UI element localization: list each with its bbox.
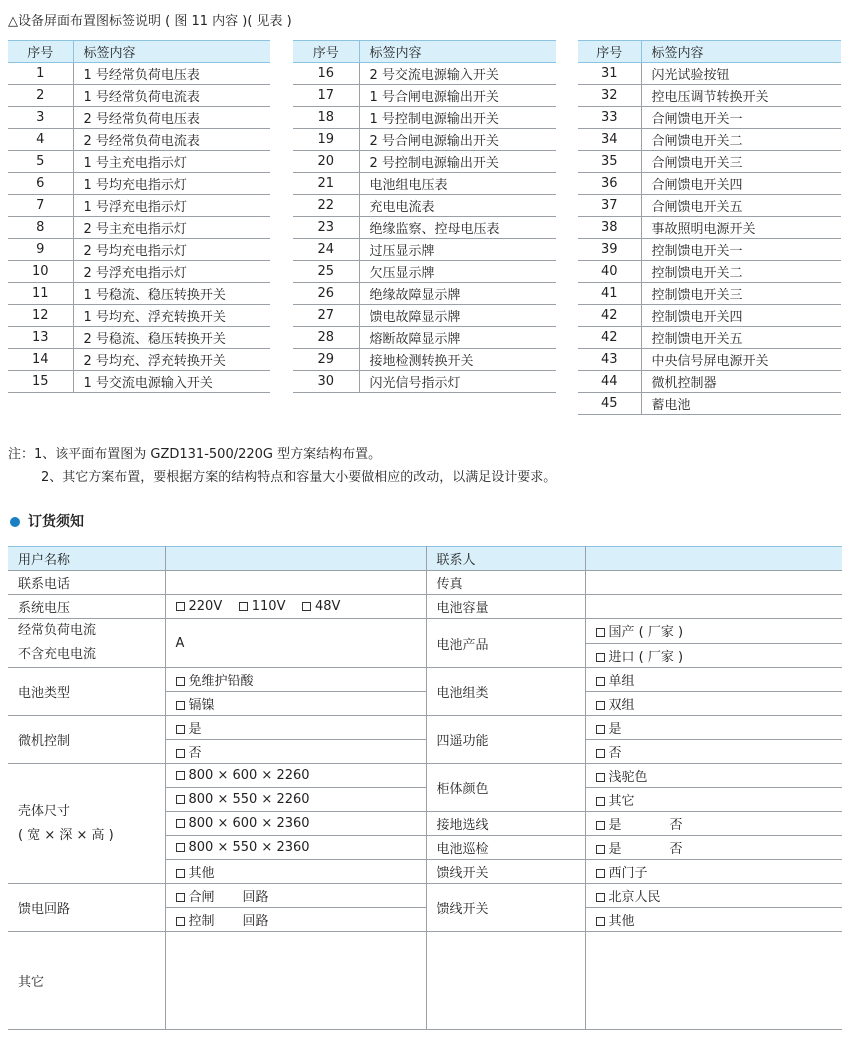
row-label-text: 熔断故障显示牌 bbox=[359, 327, 556, 349]
label-battery-capacity: 电池容量 bbox=[426, 595, 585, 619]
row-label-text: 合闸馈电开关四 bbox=[641, 173, 841, 195]
order-heading bbox=[10, 511, 84, 531]
row-number: 41 bbox=[578, 283, 641, 305]
row-label-text: 控制馈电开关四 bbox=[641, 305, 841, 327]
row-label-text: 控制馈电开关三 bbox=[641, 283, 841, 305]
checkbox-icon bbox=[176, 893, 185, 902]
checkbox-icon bbox=[176, 843, 185, 852]
row-label-text: 合闸馈电开关二 bbox=[641, 129, 841, 151]
row-label-text: 2 号均充、浮充转换开关 bbox=[73, 349, 270, 371]
voltage-110-label: 110V bbox=[251, 599, 286, 614]
battery-patrol-no-label: 否 bbox=[669, 842, 683, 857]
label-table-3 bbox=[578, 40, 841, 415]
row-number: 28 bbox=[293, 327, 359, 349]
row-number: 5 bbox=[8, 151, 73, 173]
row-label-text: 电池组电压表 bbox=[359, 173, 556, 195]
feeder-switch-siemens-label: 西门子 bbox=[608, 866, 648, 881]
table-row bbox=[578, 283, 841, 305]
order-row-feeder-1 bbox=[8, 884, 842, 908]
table-row bbox=[8, 63, 270, 85]
row-label-text: 绝缘监察、控母电压表 bbox=[359, 217, 556, 239]
table-row bbox=[578, 151, 841, 173]
row-number: 9 bbox=[8, 239, 73, 261]
ground-select-yes-label: 是 bbox=[608, 818, 622, 833]
row-label-text: 2 号控制电源输出开关 bbox=[359, 151, 556, 173]
battery-patrol-options[interactable] bbox=[585, 836, 842, 860]
other-field-2[interactable] bbox=[426, 932, 585, 1030]
row-label-text: 绝缘故障显示牌 bbox=[359, 283, 556, 305]
checkbox-icon bbox=[596, 821, 605, 830]
four-remote-no-checkbox[interactable] bbox=[585, 740, 842, 764]
phone-field[interactable] bbox=[165, 571, 426, 595]
row-label-text: 闪光试验按钮 bbox=[641, 63, 841, 85]
row-number: 42 bbox=[578, 305, 641, 327]
order-heading-text: 订货须知 bbox=[28, 514, 84, 530]
battery-group-single-checkbox[interactable] bbox=[585, 668, 842, 692]
header-text: 标签内容 bbox=[641, 41, 841, 63]
table-row bbox=[578, 239, 841, 261]
row-label-text: 合闸馈电开关五 bbox=[641, 195, 841, 217]
table-row bbox=[578, 261, 841, 283]
voltage-options bbox=[165, 595, 426, 619]
label-table-2 bbox=[293, 40, 556, 393]
order-row-size-1 bbox=[8, 764, 842, 788]
row-number: 16 bbox=[293, 63, 359, 85]
row-label-text: 1 号交流电源输入开关 bbox=[73, 371, 270, 393]
row-number: 20 bbox=[293, 151, 359, 173]
checkbox-icon bbox=[239, 602, 248, 611]
row-label-text: 中央信号屏电源开关 bbox=[641, 349, 841, 371]
row-number: 13 bbox=[8, 327, 73, 349]
feeder-switch-siemens-checkbox[interactable] bbox=[585, 860, 842, 884]
row-number: 11 bbox=[8, 283, 73, 305]
row-number: 43 bbox=[578, 349, 641, 371]
battery-product-import-label: 进口 ( 厂家 ) bbox=[608, 649, 684, 665]
checkbox-icon bbox=[176, 917, 185, 926]
row-number: 34 bbox=[578, 129, 641, 151]
label-micro-control: 微机控制 bbox=[8, 716, 165, 764]
checkbox-icon bbox=[596, 893, 605, 902]
size-option-4-label: 800 × 550 × 2360 bbox=[188, 840, 310, 855]
row-number: 14 bbox=[8, 349, 73, 371]
checkbox-icon bbox=[596, 677, 605, 686]
table-row bbox=[578, 85, 841, 107]
row-label-text: 1 号控制电源输出开关 bbox=[359, 107, 556, 129]
row-label-text: 2 号交流电源输入开关 bbox=[359, 63, 556, 85]
label-table-body bbox=[8, 63, 270, 393]
order-row-voltage bbox=[8, 595, 842, 619]
row-number: 30 bbox=[293, 371, 359, 393]
row-number: 7 bbox=[8, 195, 73, 217]
checkbox-icon bbox=[176, 602, 185, 611]
row-number: 44 bbox=[578, 371, 641, 393]
table-row bbox=[8, 195, 270, 217]
label-load-current-1: 经常负荷电流 bbox=[18, 623, 97, 638]
row-label-text: 2 号合闸电源输出开关 bbox=[359, 129, 556, 151]
label-load-current-2: 不含充电电流 bbox=[18, 647, 97, 662]
row-label-text: 1 号经常负荷电压表 bbox=[73, 63, 270, 85]
checkbox-icon bbox=[596, 628, 605, 637]
voltage-48-checkbox[interactable] bbox=[302, 599, 340, 614]
table-row bbox=[8, 107, 270, 129]
color-option-2-label: 其它 bbox=[608, 794, 635, 809]
row-number: 35 bbox=[578, 151, 641, 173]
label-user-name: 用户名称 bbox=[8, 547, 165, 571]
row-number: 8 bbox=[8, 217, 73, 239]
table-row bbox=[578, 173, 841, 195]
checkbox-icon bbox=[596, 749, 605, 758]
row-number: 22 bbox=[293, 195, 359, 217]
checkbox-icon bbox=[176, 819, 185, 828]
bullet-dot-icon bbox=[10, 517, 20, 527]
row-label-text: 2 号主充电指示灯 bbox=[73, 217, 270, 239]
table-row bbox=[293, 107, 556, 129]
feeder-switch-other-label: 其他 bbox=[608, 914, 635, 929]
table-row bbox=[578, 217, 841, 239]
color-option-1-checkbox[interactable] bbox=[585, 764, 842, 788]
table-row bbox=[578, 195, 841, 217]
table-row bbox=[8, 327, 270, 349]
order-row-micro-1 bbox=[8, 716, 842, 740]
feeder-closing-suffix: 回路 bbox=[242, 890, 269, 905]
row-number: 36 bbox=[578, 173, 641, 195]
page-title: △设备屏面布置图标签说明 ( 图 11 内容 )( 见表 ) bbox=[8, 14, 292, 29]
ground-select-no-label: 否 bbox=[669, 818, 683, 833]
table-row bbox=[578, 371, 841, 393]
row-number: 19 bbox=[293, 129, 359, 151]
table-row bbox=[8, 129, 270, 151]
row-number: 33 bbox=[578, 107, 641, 129]
table-row bbox=[8, 283, 270, 305]
size-option-1-label: 800 × 600 × 2260 bbox=[188, 768, 310, 783]
voltage-110-checkbox[interactable] bbox=[239, 599, 286, 614]
header-num: 序号 bbox=[8, 41, 73, 63]
feeder-switch-other-checkbox[interactable] bbox=[585, 908, 842, 932]
four-remote-yes-label: 是 bbox=[608, 722, 622, 737]
row-number: 32 bbox=[578, 85, 641, 107]
checkbox-icon bbox=[176, 869, 185, 878]
label-table-body bbox=[293, 63, 556, 393]
table-row bbox=[8, 261, 270, 283]
voltage-220-label: 220V bbox=[188, 599, 223, 614]
row-label-text: 1 号合闸电源输出开关 bbox=[359, 85, 556, 107]
table-row bbox=[293, 239, 556, 261]
battery-type-nicd-checkbox[interactable] bbox=[165, 692, 426, 716]
row-label-text: 事故照明电源开关 bbox=[641, 217, 841, 239]
checkbox-icon bbox=[596, 845, 605, 854]
label-phone: 联系电话 bbox=[8, 571, 165, 595]
row-label-text: 接地检测转换开关 bbox=[359, 349, 556, 371]
table-row bbox=[578, 349, 841, 371]
row-label-text: 2 号经常负荷电压表 bbox=[73, 107, 270, 129]
four-remote-no-label: 否 bbox=[608, 746, 622, 761]
table-row bbox=[293, 349, 556, 371]
order-row-user bbox=[8, 547, 842, 571]
checkbox-icon bbox=[596, 797, 605, 806]
label-cabinet-size bbox=[8, 764, 165, 884]
battery-type-lead-acid-checkbox[interactable] bbox=[165, 668, 426, 692]
checkbox-icon bbox=[302, 602, 311, 611]
battery-product-domestic-label: 国产 ( 厂家 ) bbox=[608, 625, 684, 641]
feeder-control-label: 控制 bbox=[188, 914, 215, 929]
feeder-closing-label: 合闸 bbox=[188, 890, 215, 905]
micro-control-yes-checkbox[interactable] bbox=[165, 716, 426, 740]
label-battery-product: 电池产品 bbox=[426, 619, 585, 668]
label-load-current bbox=[8, 619, 165, 668]
table-row bbox=[293, 261, 556, 283]
row-number: 15 bbox=[8, 371, 73, 393]
load-current-unit: A bbox=[175, 635, 185, 651]
row-number: 17 bbox=[293, 85, 359, 107]
table-row bbox=[8, 151, 270, 173]
load-current-field[interactable] bbox=[165, 619, 426, 668]
row-label-text: 1 号稳流、稳压转换开关 bbox=[73, 283, 270, 305]
fax-field[interactable] bbox=[585, 571, 842, 595]
size-option-4-checkbox[interactable] bbox=[165, 836, 426, 860]
size-option-3-label: 800 × 600 × 2360 bbox=[188, 816, 310, 831]
row-label-text: 充电电流表 bbox=[359, 195, 556, 217]
row-label-text: 蓄电池 bbox=[641, 393, 841, 415]
row-label-text: 1 号均充、浮充转换开关 bbox=[73, 305, 270, 327]
battery-group-dual-checkbox[interactable] bbox=[585, 692, 842, 716]
size-option-other-checkbox[interactable] bbox=[165, 860, 426, 884]
table-row bbox=[8, 217, 270, 239]
row-label-text: 控制馈电开关二 bbox=[641, 261, 841, 283]
checkbox-icon bbox=[176, 701, 185, 710]
color-option-2-checkbox[interactable] bbox=[585, 788, 842, 812]
other-field-3[interactable] bbox=[585, 932, 842, 1030]
table-row bbox=[293, 63, 556, 85]
row-label-text: 1 号浮充电指示灯 bbox=[73, 195, 270, 217]
battery-patrol-yes-label: 是 bbox=[608, 842, 622, 857]
checkbox-icon bbox=[596, 773, 605, 782]
label-battery-group: 电池组类 bbox=[426, 668, 585, 716]
table-row bbox=[578, 327, 841, 349]
note-1: 注：1、该平面布置图为 GZD131-500/220G 型方案结构布置。 bbox=[8, 447, 382, 462]
table-row bbox=[293, 371, 556, 393]
label-table-1 bbox=[8, 40, 270, 393]
row-number: 23 bbox=[293, 217, 359, 239]
size-option-1-checkbox[interactable] bbox=[165, 764, 426, 788]
header-num: 序号 bbox=[293, 41, 359, 63]
micro-control-no-label: 否 bbox=[188, 746, 202, 761]
row-label-text: 微机控制器 bbox=[641, 371, 841, 393]
order-row-load-1 bbox=[8, 619, 842, 644]
table-row bbox=[8, 239, 270, 261]
checkbox-icon bbox=[596, 869, 605, 878]
checkbox-icon bbox=[176, 795, 185, 804]
table-row bbox=[293, 327, 556, 349]
row-label-text: 2 号经常负荷电流表 bbox=[73, 129, 270, 151]
voltage-220-checkbox[interactable] bbox=[176, 599, 223, 614]
row-number: 27 bbox=[293, 305, 359, 327]
table-row bbox=[293, 129, 556, 151]
label-four-remote: 四遥功能 bbox=[426, 716, 585, 764]
feeder-closing-checkbox[interactable] bbox=[165, 884, 426, 908]
table-row bbox=[293, 173, 556, 195]
row-number: 37 bbox=[578, 195, 641, 217]
checkbox-icon bbox=[596, 917, 605, 926]
row-label-text: 1 号经常负荷电流表 bbox=[73, 85, 270, 107]
size-option-other-label: 其他 bbox=[188, 866, 215, 881]
table-row bbox=[8, 305, 270, 327]
row-label-text: 1 号主充电指示灯 bbox=[73, 151, 270, 173]
row-number: 26 bbox=[293, 283, 359, 305]
note-2: 2、其它方案布置，要根据方案的结构特点和容量大小要做相应的改动，以满足设计要求。 bbox=[41, 470, 557, 485]
table-row bbox=[578, 129, 841, 151]
label-feeder-switch-b: 馈线开关 bbox=[426, 884, 585, 932]
row-number: 24 bbox=[293, 239, 359, 261]
row-number: 39 bbox=[578, 239, 641, 261]
row-number: 45 bbox=[578, 393, 641, 415]
table-row bbox=[293, 151, 556, 173]
table-row bbox=[578, 107, 841, 129]
row-number: 29 bbox=[293, 349, 359, 371]
order-row-other bbox=[8, 932, 842, 1030]
voltage-48-label: 48V bbox=[315, 599, 341, 614]
contact-field[interactable] bbox=[585, 547, 842, 571]
row-label-text: 合闸馈电开关一 bbox=[641, 107, 841, 129]
label-fax: 传真 bbox=[426, 571, 585, 595]
table-row bbox=[578, 63, 841, 85]
row-label-text: 2 号浮充电指示灯 bbox=[73, 261, 270, 283]
row-label-text: 2 号均充电指示灯 bbox=[73, 239, 270, 261]
table-row bbox=[293, 85, 556, 107]
battery-type-nicd-label: 镉镍 bbox=[188, 698, 215, 713]
battery-capacity-field[interactable] bbox=[585, 595, 842, 619]
header-text: 标签内容 bbox=[73, 41, 270, 63]
other-field-1[interactable] bbox=[165, 932, 426, 1030]
label-feeder-switch-a: 馈线开关 bbox=[426, 860, 585, 884]
label-other: 其它 bbox=[8, 932, 165, 1030]
feeder-control-suffix: 回路 bbox=[242, 914, 269, 929]
row-label-text: 1 号均充电指示灯 bbox=[73, 173, 270, 195]
battery-type-lead-acid-label: 免维护铅酸 bbox=[188, 674, 254, 689]
label-battery-type: 电池类型 bbox=[8, 668, 165, 716]
table-row bbox=[8, 173, 270, 195]
battery-group-dual-label: 双组 bbox=[608, 698, 635, 713]
row-number: 31 bbox=[578, 63, 641, 85]
table-header-row bbox=[578, 41, 841, 63]
order-row-battery-type-1 bbox=[8, 668, 842, 692]
four-remote-yes-checkbox[interactable] bbox=[585, 716, 842, 740]
table-row bbox=[293, 305, 556, 327]
table-row bbox=[293, 195, 556, 217]
battery-product-domestic-checkbox[interactable] bbox=[585, 619, 842, 644]
row-number: 4 bbox=[8, 129, 73, 151]
ground-select-options[interactable] bbox=[585, 812, 842, 836]
row-number: 18 bbox=[293, 107, 359, 129]
table-row bbox=[8, 371, 270, 393]
label-battery-patrol: 电池巡检 bbox=[426, 836, 585, 860]
table-row bbox=[578, 305, 841, 327]
row-label-text: 控制馈电开关五 bbox=[641, 327, 841, 349]
size-option-3-checkbox[interactable] bbox=[165, 812, 426, 836]
label-contact: 联系人 bbox=[426, 547, 585, 571]
row-label-text: 欠压显示牌 bbox=[359, 261, 556, 283]
row-number: 12 bbox=[8, 305, 73, 327]
table-row bbox=[293, 217, 556, 239]
checkbox-icon bbox=[596, 725, 605, 734]
size-option-2-checkbox[interactable] bbox=[165, 788, 426, 812]
checkbox-icon bbox=[596, 701, 605, 710]
row-number: 2 bbox=[8, 85, 73, 107]
row-number: 40 bbox=[578, 261, 641, 283]
micro-control-no-checkbox[interactable] bbox=[165, 740, 426, 764]
row-number: 1 bbox=[8, 63, 73, 85]
checkbox-icon bbox=[176, 771, 185, 780]
row-label-text: 过压显示牌 bbox=[359, 239, 556, 261]
row-label-text: 合闸馈电开关三 bbox=[641, 151, 841, 173]
checkbox-icon bbox=[176, 749, 185, 758]
header-num: 序号 bbox=[578, 41, 641, 63]
checkbox-icon bbox=[596, 653, 605, 662]
user-name-field[interactable] bbox=[165, 547, 426, 571]
label-cabinet-size-2: ( 宽 × 深 × 高 ) bbox=[18, 827, 114, 843]
row-label-text: 控电压调节转换开关 bbox=[641, 85, 841, 107]
row-number: 25 bbox=[293, 261, 359, 283]
label-cabinet-size-1: 壳体尺寸 bbox=[18, 803, 71, 819]
row-number: 3 bbox=[8, 107, 73, 129]
size-option-2-label: 800 × 550 × 2260 bbox=[188, 792, 310, 807]
table-row bbox=[578, 393, 841, 415]
row-number: 42 bbox=[578, 327, 641, 349]
feeder-switch-beijing-checkbox[interactable] bbox=[585, 884, 842, 908]
color-option-1-label: 浅驼色 bbox=[608, 770, 648, 785]
table-row bbox=[293, 283, 556, 305]
row-number: 10 bbox=[8, 261, 73, 283]
row-label-text: 馈电故障显示牌 bbox=[359, 305, 556, 327]
order-row-phone bbox=[8, 571, 842, 595]
table-header-row bbox=[8, 41, 270, 63]
label-ground-select: 接地选线 bbox=[426, 812, 585, 836]
battery-group-single-label: 单组 bbox=[608, 674, 635, 689]
feeder-switch-beijing-label: 北京人民 bbox=[608, 890, 661, 905]
table-row bbox=[8, 349, 270, 371]
row-label-text: 闪光信号指示灯 bbox=[359, 371, 556, 393]
order-form-table bbox=[8, 546, 842, 1030]
label-feeder-circuit: 馈电回路 bbox=[8, 884, 165, 932]
row-number: 6 bbox=[8, 173, 73, 195]
row-number: 21 bbox=[293, 173, 359, 195]
label-cabinet-color: 柜体颜色 bbox=[426, 764, 585, 812]
table-row bbox=[8, 85, 270, 107]
label-system-voltage: 系统电压 bbox=[8, 595, 165, 619]
table-header-row bbox=[293, 41, 556, 63]
row-label-text: 控制馈电开关一 bbox=[641, 239, 841, 261]
label-table-body bbox=[578, 63, 841, 415]
feeder-control-checkbox[interactable] bbox=[165, 908, 426, 932]
header-text: 标签内容 bbox=[359, 41, 556, 63]
battery-product-import-checkbox[interactable] bbox=[585, 643, 842, 668]
checkbox-icon bbox=[176, 725, 185, 734]
row-number: 38 bbox=[578, 217, 641, 239]
checkbox-icon bbox=[176, 677, 185, 686]
micro-control-yes-label: 是 bbox=[188, 722, 202, 737]
row-label-text: 2 号稳流、稳压转换开关 bbox=[73, 327, 270, 349]
